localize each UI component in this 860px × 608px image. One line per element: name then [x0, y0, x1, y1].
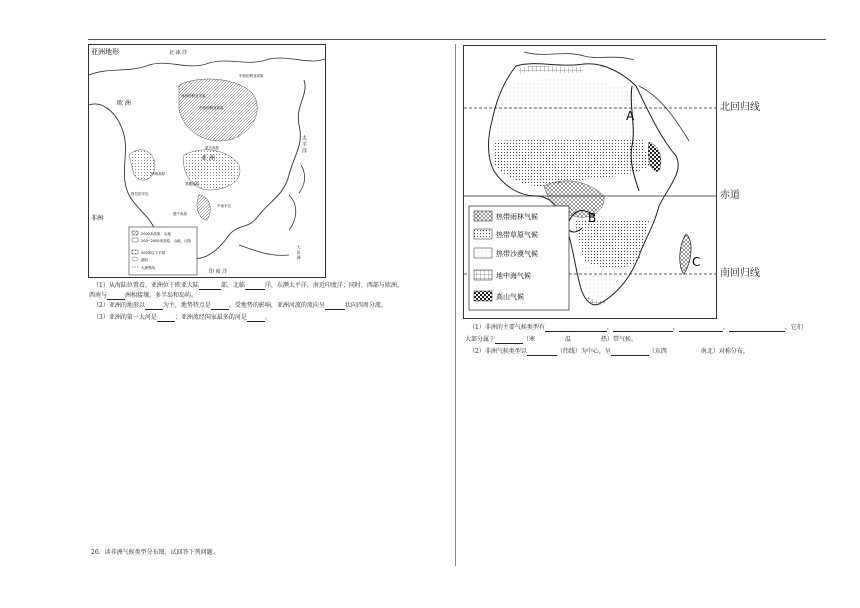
tropic-of-capricorn-label: 南回归线: [720, 268, 760, 279]
text: ，: [606, 324, 613, 331]
text: 热）带气候。: [601, 336, 638, 343]
answer-blank[interactable]: [545, 325, 607, 332]
text: ，它们: [784, 324, 803, 331]
legend-item-plain: 200米以下平原: [141, 251, 166, 255]
text: （2）非洲气候类型以: [469, 348, 527, 355]
africa-map-graphic: [464, 46, 716, 318]
legend-rainforest: 热带雨林气候: [496, 213, 538, 221]
answer-blank[interactable]: [611, 349, 649, 356]
answer-blank[interactable]: [527, 349, 557, 356]
legend-item-boundary: 大洲界线: [141, 266, 155, 270]
asia-question-2: [93, 302, 387, 310]
column-divider: [455, 44, 456, 566]
label-europe: 欧 洲: [117, 100, 131, 107]
answer-blank[interactable]: [107, 293, 125, 300]
asia-question-1-line-2: [89, 292, 197, 300]
text: 洋，东濒太平洋，南近印度洋；同时，西部与欧洲、: [264, 282, 403, 289]
answer-blank[interactable]: [495, 337, 523, 344]
label-tibet: 青藏高原: [185, 182, 199, 186]
legend-mediterranean: 地中海气候: [496, 272, 531, 280]
label-deccan: 德干高原: [173, 212, 187, 216]
answer-blank[interactable]: [325, 303, 345, 310]
text: （东西: [648, 348, 667, 355]
label-africa: 非洲: [91, 215, 104, 222]
africa-question-2: [469, 348, 749, 356]
legend-savanna: 热带草原气候: [496, 231, 538, 239]
africa-question-1-line-2: [465, 336, 637, 344]
label-oceania: 大 洋 洲: [296, 245, 302, 260]
answer-blank[interactable]: [247, 315, 265, 322]
text: 西南与: [89, 292, 108, 299]
text: （纬线）为中心，呈: [556, 348, 611, 355]
answer-blank[interactable]: [211, 303, 229, 310]
answer-blank[interactable]: [679, 325, 723, 332]
label-asia: 亚 洲: [201, 155, 215, 162]
map-letter-a: A: [626, 109, 635, 123]
label-west-siberia: 西西伯利亚平原: [181, 94, 206, 98]
text: （1）从海陆位置看，亚洲位于欧亚大陆: [93, 282, 199, 289]
text: 部，北临: [220, 282, 245, 289]
equator-label: 赤道: [720, 190, 740, 201]
map-letter-c: C: [692, 255, 701, 269]
answer-blank[interactable]: [145, 303, 163, 310]
page-top-rule: [88, 39, 826, 40]
label-siberia-plateau: 中西伯利亚高原: [199, 106, 224, 110]
label-pacific-ocean: 太 平 洋: [301, 135, 307, 154]
text: （3）亚洲的第一大河是: [93, 314, 157, 321]
text: （1）非洲的主要气候类型有: [469, 324, 545, 331]
label-mongolia: 蒙古高原: [205, 146, 219, 150]
asia-map: [88, 44, 326, 278]
legend-highland: 高山气候: [496, 293, 524, 301]
text: ，: [722, 324, 729, 331]
text: 南北）对称分布。: [700, 348, 749, 355]
asia-question-1-line-1: [93, 282, 403, 290]
question-26-heading: 26．读非洲气候类型分布图，试回答下列问题。: [91, 549, 219, 556]
answer-blank[interactable]: [245, 283, 265, 290]
text: 温: [565, 336, 572, 343]
tropic-of-cancer-label: 北回归线: [720, 102, 760, 113]
legend-desert: 热带沙漠气候: [496, 250, 538, 258]
label-arabia: 阿拉伯半岛: [131, 192, 149, 196]
legend-item-hills: 200~2000米高原、山地、丘陵: [141, 239, 192, 243]
africa-climate-map: [463, 45, 717, 319]
answer-blank[interactable]: [157, 315, 175, 322]
label-indochina: 中南半岛: [217, 204, 231, 208]
africa-question-1-line-1: [469, 324, 803, 332]
text: 状向四周分流。: [344, 302, 387, 309]
answer-blank[interactable]: [729, 325, 785, 332]
text: （寒: [523, 336, 536, 343]
answer-blank[interactable]: [613, 325, 673, 332]
answer-blank[interactable]: [199, 283, 221, 290]
text: 为主，地势特点是: [162, 302, 211, 309]
text: 洲相接壤。多半岛和岛屿。: [125, 292, 198, 299]
label-central-siberia: 中西伯利亚高原: [239, 74, 264, 78]
text: 大部分属于: [465, 336, 496, 343]
label-indian-ocean: 印 度 洋: [209, 269, 228, 275]
label-arctic-ocean: 北 冰 洋: [169, 50, 188, 56]
map-letter-b: B: [588, 211, 597, 225]
text: （2）亚洲的地形以: [93, 302, 145, 309]
asia-map-graphic: [89, 45, 325, 277]
text: ；亚洲流经国家最多的河是: [174, 314, 247, 321]
label-iran: 伊朗高原: [151, 172, 165, 176]
text: ，: [672, 324, 679, 331]
asia-question-3: [93, 314, 271, 322]
asia-map-title: 亚洲地形: [91, 48, 119, 56]
text: 。受地势的影响，亚洲河流的流向呈: [228, 302, 325, 309]
text: 。: [264, 314, 271, 321]
legend-item-highland: 2000米高原、山地: [141, 232, 171, 236]
legend-item-lake: 湖泊: [141, 258, 148, 262]
